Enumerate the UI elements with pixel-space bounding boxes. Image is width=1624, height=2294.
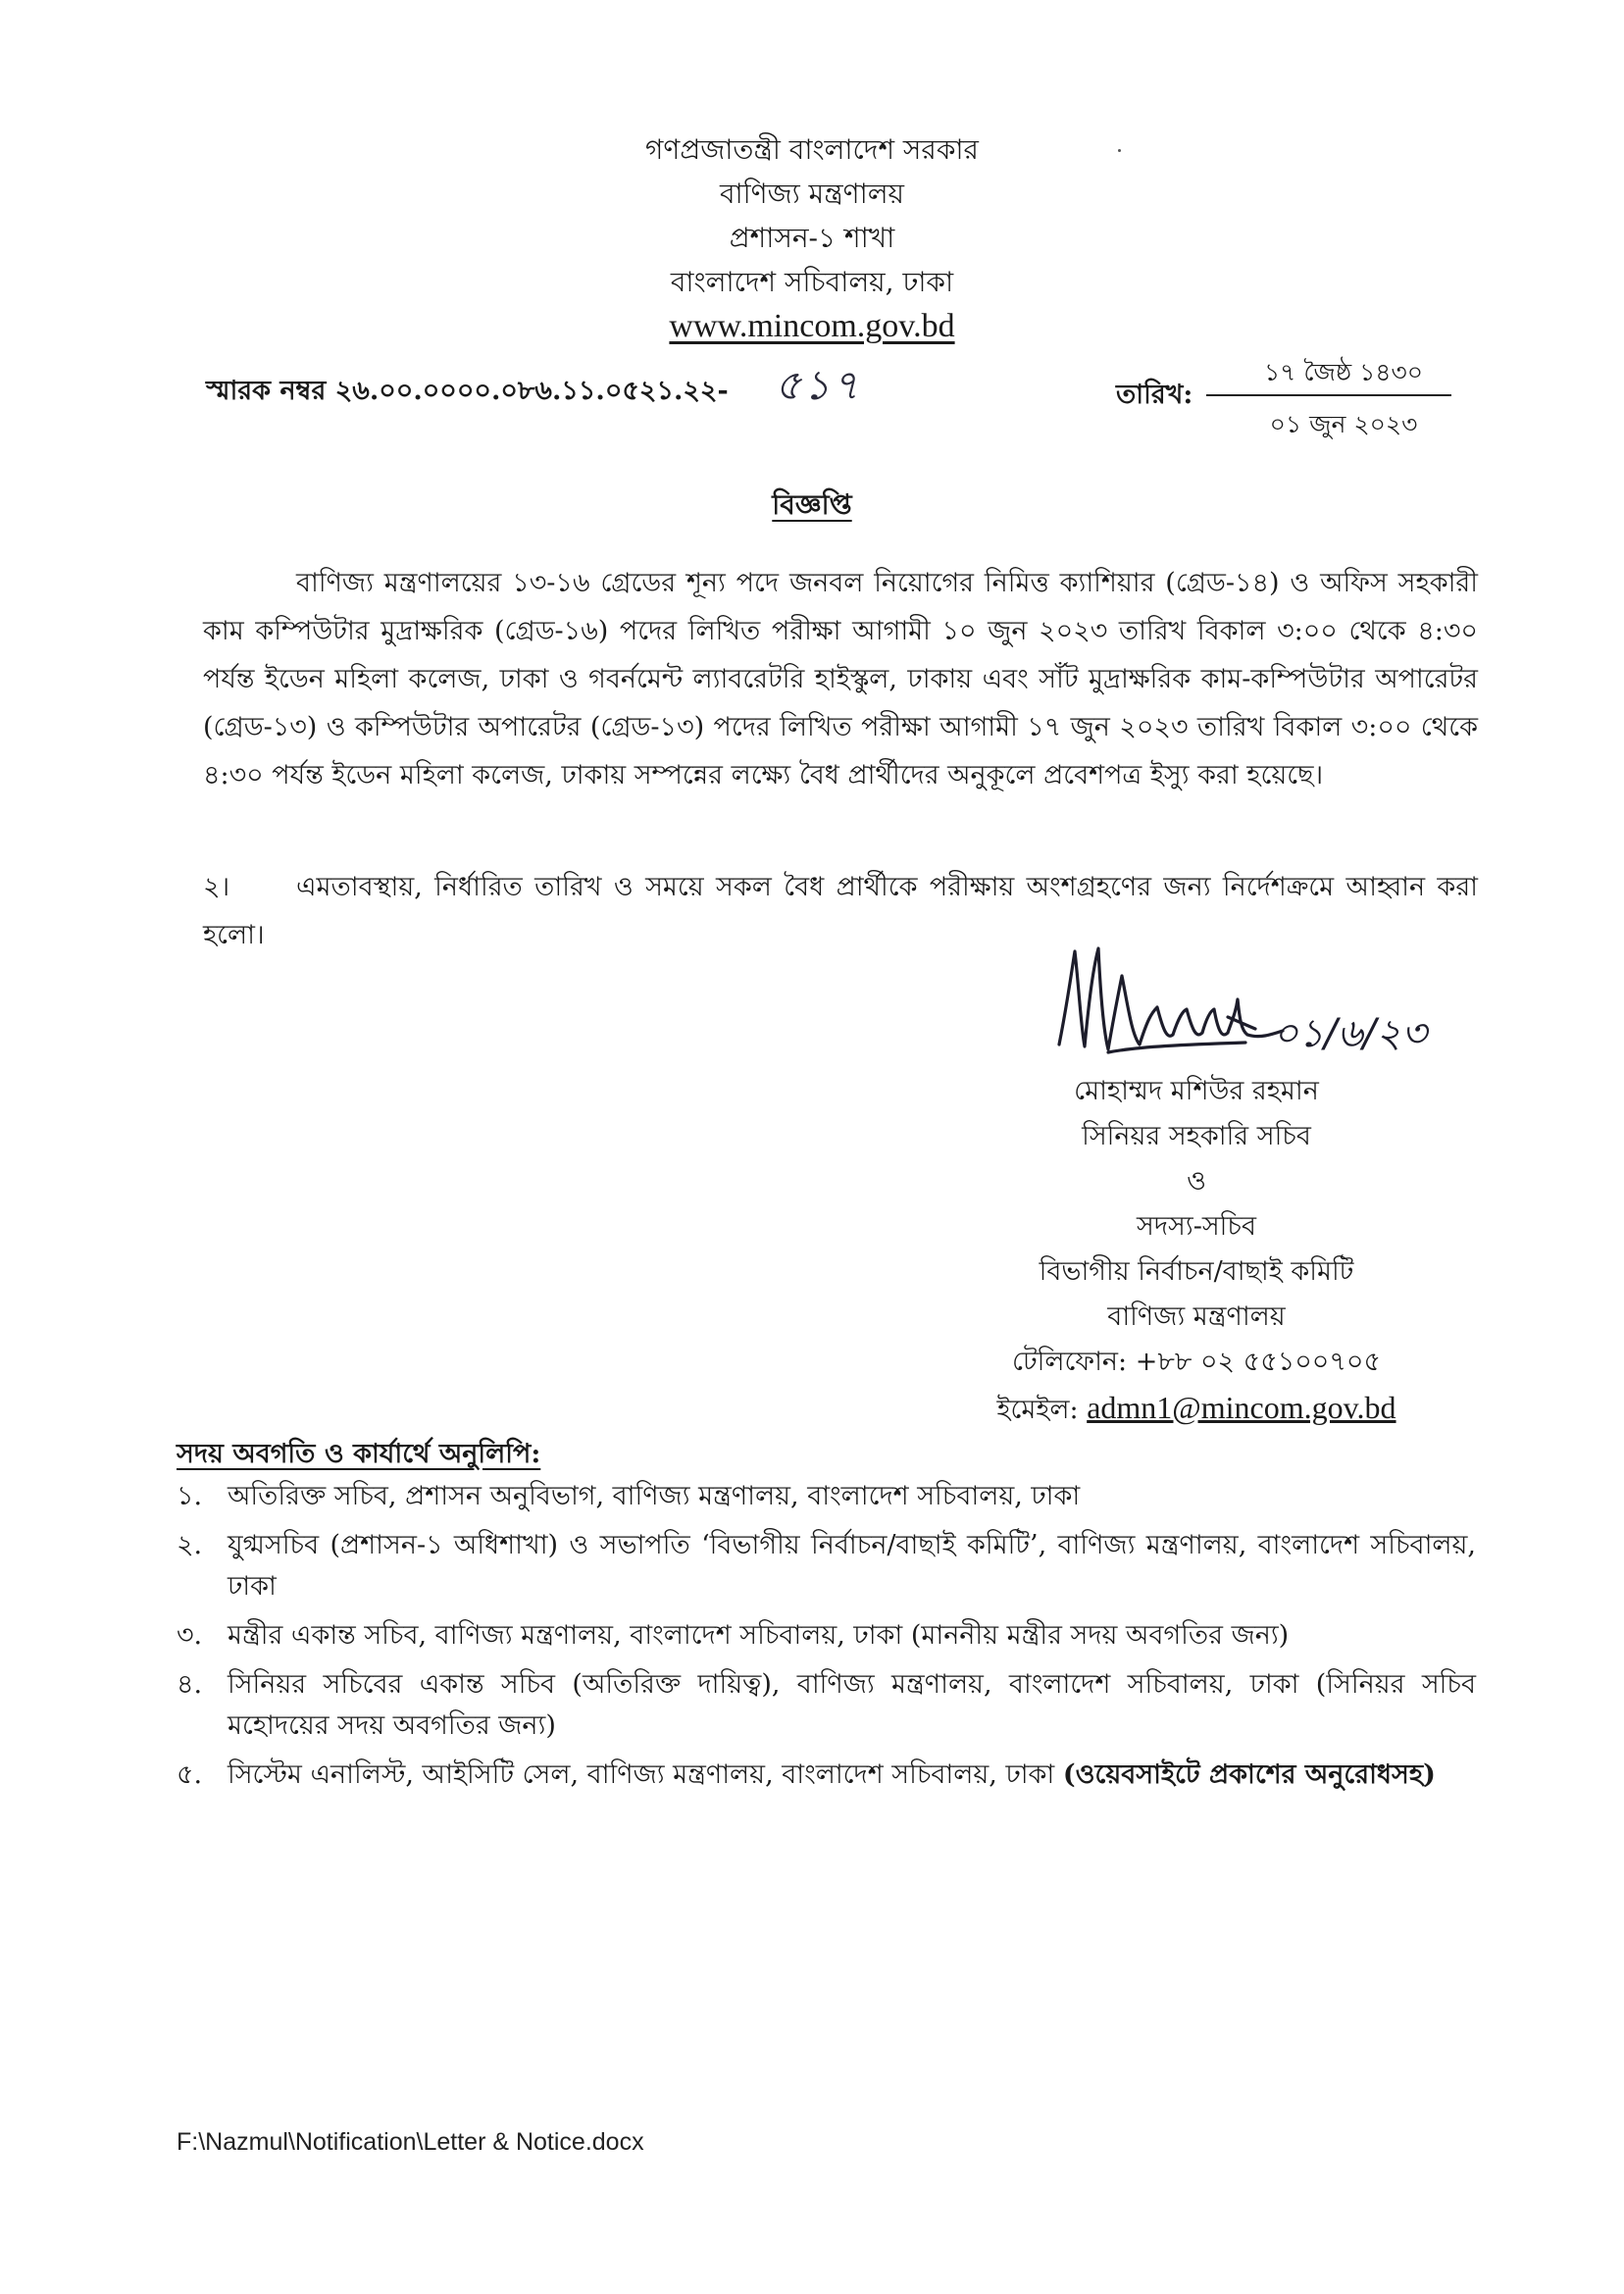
signatory-ministry: বাণিজ্য মন্ত্রণালয় [1107,1301,1286,1332]
date-divider [1206,394,1451,396]
list-item [177,1755,1476,1796]
email-link[interactable]: admn1@mincom.gov.bd [1087,1390,1396,1425]
paragraph-1: বাণিজ্য মন্ত্রণালয়ের ১৩-১৬ গ্রেডের শূন্য পদে জনবল নিয়োগের নিমিত্ত ক্যাশিয়ার (গ্রেড-১৪) ও অফিস সহকারী কাম কম্পিউটার মুদ্রাক্ষরিক (গ্রেড-১৬) পদের লিখিত পরীক্ষা আগামী ১০ জুন ২০২৩ তারিখ বিকাল ৩:০০ থেকে ৪:৩০ পর্যন্ত ইডেন মহিলা কলেজ, ঢাকা ও গবর্নমেন্ট ল্যাবরেটরি হাইস্কুল, ঢাকায় এবং সাঁট মুদ্রাক্ষরিক কাম-কম্পিউটার অপারেটর (গ্রেড-১৩) ও কম্পিউটার অপারেটর (গ্রেড-১৩) পদের লিখিত পরীক্ষা আগামী ১৭ জুন ২০২৩ তারিখ বিকাল ৩:০০ থেকে ৪:৩০ পর্যন্ত ইডেন মহিলা কলেজ, ঢাকায় সম্পন্নের লক্ষ্যে বৈধ প্রার্থীদের অনুকূলে প্রবেশপত্র ইস্যু করা হয়েছে। [203,568,1478,790]
ministry-name: বাণিজ্য মন্ত্রণালয় [719,178,905,210]
list-item-text: সিস্টেম এনালিস্ট, আইসিটি সেল, বাণিজ্য মন্ত্রণালয়, বাংলাদেশ সচিবালয়, ঢাকা [228,1759,1063,1790]
list-item [177,1476,1476,1517]
list-item-text: মন্ত্রীর একান্ত সচিব, বাণিজ্য মন্ত্রণালয়, বাংলাদেশ সচিবালয়, ঢাকা (মাননীয় মন্ত্রীর সদয় অবগতির জন্য) [228,1620,1290,1651]
signatory-conjunction: ও [1187,1166,1206,1197]
signatory-member-secretary: সদস্য-সচিব [1137,1211,1256,1242]
file-path-footer: F:\Nazmul\Notification\Letter & Notice.docx [177,2128,644,2156]
list-item-number: ২. [177,1530,203,1560]
list-item-number: ৩. [177,1620,203,1651]
signature-graphic [1049,937,1481,1084]
paragraph-2-number: ২। [203,872,230,902]
date-label: তারিখ: [1116,380,1193,410]
list-item-bold-text: (ওয়েবসাইটে প্রকাশের অনুরোধসহ) [1062,1759,1436,1790]
list-item-number: ৪. [177,1669,203,1700]
scan-speck [1118,149,1121,152]
website-link[interactable]: www.mincom.gov.bd [669,308,955,344]
list-item-text: অতিরিক্ত সচিব, প্রশাসন অনুবিভাগ, বাণিজ্য মন্ত্রণালয়, বাংলাদেশ সচিবালয়, ঢাকা [228,1481,1081,1511]
list-item [177,1525,1476,1607]
office-address: বাংলাদেশ সচিবালয়, ঢাকা [670,266,954,298]
signatory-email-row [981,1385,1412,1433]
signatory-phone: টেলিফোন: +৮৮ ০২ ৫৫১০০৭০৫ [1012,1347,1381,1377]
list-item-text: সিনিয়র সচিবের একান্ত সচিব (অতিরিক্ত দায়িত্ব), বাণিজ্য মন্ত্রণালয়, বাংলাদেশ সচিবালয়, ঢাকা (সিনিয়র সচিব মহোদয়ের সদয় অবগতির জন্য) [228,1669,1476,1741]
list-item [177,1615,1476,1657]
email-label: ইমেইল: [996,1395,1079,1425]
distribution-heading: সদয় অবগতি ও কার্যার্থে অনুলিপি: [177,1439,541,1469]
list-item-text: যুগ্মসচিব (প্রশাসন-১ অধিশাখা) ও সভাপতি ‘বিভাগীয় নির্বাচন/বাছাই কমিটি’, বাণিজ্য মন্ত্রণালয়, বাংলাদেশ সচিবালয়, ঢাকা [228,1530,1476,1602]
section-name: প্রশাসন-১ শাখা [729,222,895,254]
signatory-designation: সিনিয়র সহকারি সচিব [1082,1121,1311,1151]
date-english: ০১ জুন ২০২৩ [1269,410,1418,438]
signatory-committee: বিভাগীয় নির্বাচন/বাছাই কমিটি [1039,1256,1354,1287]
signatory-name: মোহাম্মদ মশিউর রহমান [1074,1076,1319,1106]
notice-title: বিজ্ঞপ্তি [772,488,852,521]
signatory-block [981,1069,1412,1433]
list-item [177,1664,1476,1747]
memo-number: স্মারক নম্বর ২৬.০০.০০০০.০৮৬.১১.০৫২১.২২- [206,376,729,406]
list-item-number: ১. [177,1481,203,1511]
distribution-list [177,1476,1476,1804]
paragraph-2-text: এমতাবস্থায়, নির্ধারিত তারিখ ও সময়ে সকল বৈধ প্রার্থীকে পরীক্ষায় অংশগ্রহণের জন্য নির্দেশক্রমে আহ্বান করা হলো। [203,872,1478,950]
signature-date-handwritten: ০১/৬/২৩ [1273,1011,1427,1056]
letterhead [0,127,1624,348]
government-name: গণপ্রজাতন্ত্রী বাংলাদেশ সরকার [645,133,979,166]
handwritten-memo-number: ৫১৭ [775,361,861,409]
list-item-number: ৫. [177,1759,203,1790]
date-bangla: ১৭ জৈষ্ঠ ১৪৩০ [1263,358,1424,386]
